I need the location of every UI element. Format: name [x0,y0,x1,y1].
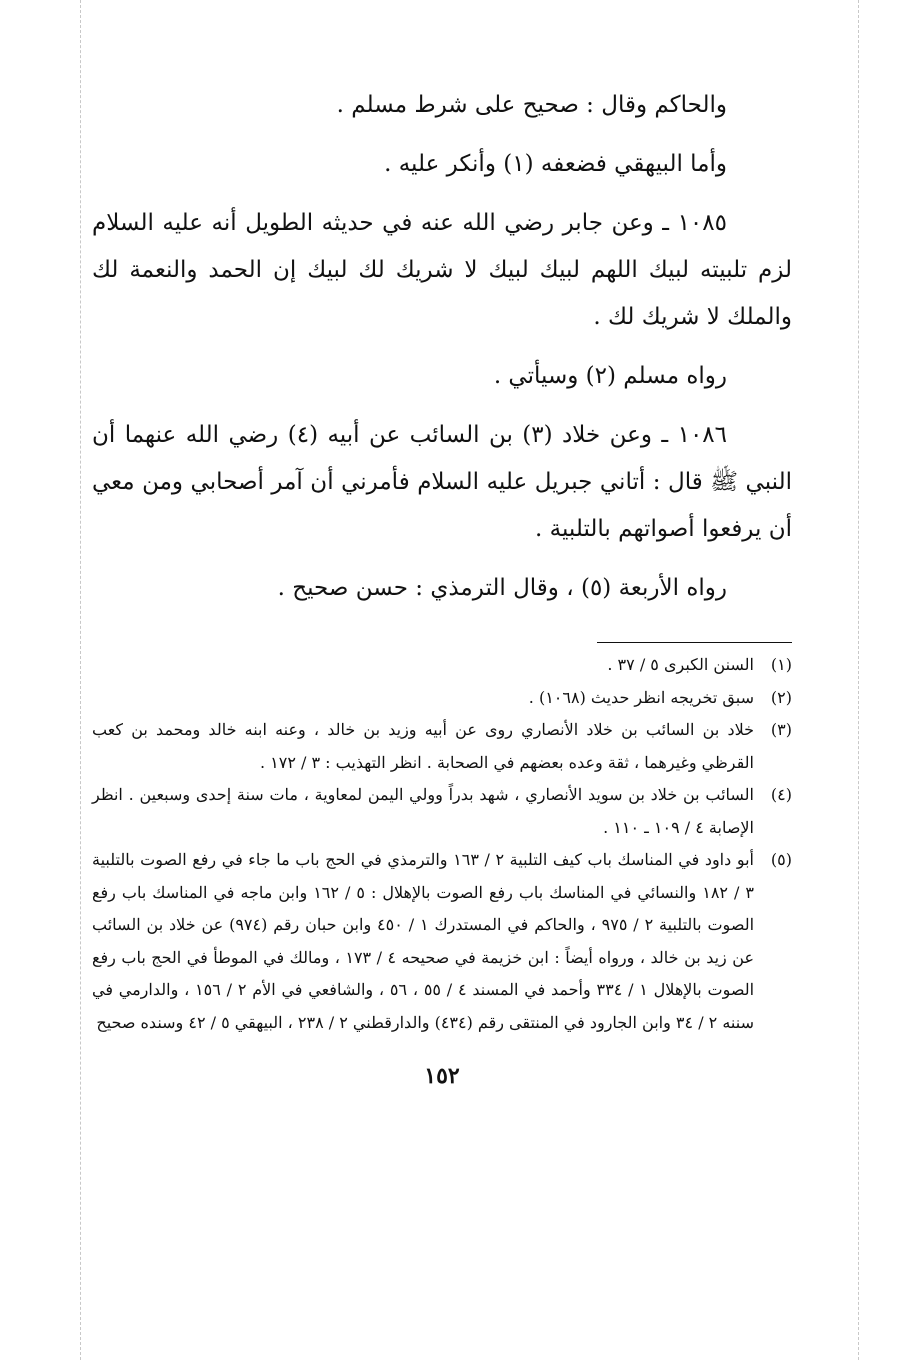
scan-edge-right [858,0,859,1360]
footnote-4 [92,779,792,844]
document-page [92,82,792,1089]
main-text [92,82,792,612]
hadith-1085: ١٠٨٥ ـ وعن جابر رضي الله عنه في حديثه الطويل أنه عليه السلام لزم تلبيته لبيك اللهم لبيك لبيك لا شريك لك لبيك إن الحمد والنعمة لك والملك لا شريك لك . [92,210,792,330]
footnote-number: (٢) [770,687,792,707]
footnote-2 [92,682,792,715]
paragraph-1: والحاكم وقال : صحيح على شرط مسلم . [336,92,727,118]
footnote-text: خلاد بن السائب بن خلاد الأنصاري روى عن أبيه وزيد بن خالد ، وعنه ابنه خالد ومحمد بن كعب القرظي وغيرهما ، ثقة وعده بعضهم في الصحابة . انظر التهذيب : ٣ / ١٧٢ . [92,720,754,772]
paragraph-6: رواه الأربعة (٥) ، وقال الترمذي : حسن صحيح . [277,575,727,601]
footnote-1 [92,649,792,682]
footnote-text: السنن الكبرى ٥ / ٣٧ . [607,655,754,674]
paragraph-2: وأما البيهقي فضعفه (١) وأنكر عليه . [384,151,727,177]
footnote-text: السائب بن خلاد بن سويد الأنصاري ، شهد بدراً وولي اليمن لمعاوية ، مات سنة إحدى وسبعين . انظر الإصابة ٤ / ١٠٩ ـ ١١٠ . [92,785,754,837]
footnotes [92,649,792,1039]
page-number: ١٥٢ [424,1063,460,1089]
footnote-number: (٤) [770,785,792,804]
footnote-text: سبق تخريجه انظر حديث (١٠٦٨) . [528,687,754,707]
paragraph-4: رواه مسلم (٢) وسيأتي . [493,363,727,389]
footnote-5 [92,844,792,1039]
footnote-number: (١) [770,655,792,674]
footnote-number: (٥) [770,850,792,869]
scan-edge-left [80,0,81,1360]
footnote-text: أبو داود في المناسك باب كيف التلبية ٢ / ١٦٣ والترمذي في الحج باب ما جاء في رفع الصوت بالتلبية ٣ / ١٨٢ والنسائي في المناسك باب رفع الصوت بالإهلال : ٥ / ١٦٢ وابن ماجه في المناسك باب رفع الصوت بالتلبية ٢ / ٩٧٥ ، والحاكم في المستدرك ١ / ٤٥٠ وابن حبان رقم (٩٧٤) عن خلاد بن السائب عن زيد بن خالد ، ورواه أيضاً : ابن خزيمة في صحيحه ٤ / ١٧٣ ، ومالك في الموطأ في الحج باب رفع الصوت بالإهلال ١ / ٣٣٤ وأحمد في المسند ٤ / ٥٥ ، ٥٦ ، والشافعي في الأم ٢ / ١٥٦ ، والدارمي في سننه ٢ / ٣٤ وابن الجارود في المنتقى رقم (٤٣٤) والدارقطني ٢ / ٢٣٨ ، البيهقي ٥ / ٤٢ وسنده صحيح [92,850,755,1032]
footnote-number: (٣) [770,720,792,739]
footnote-separator [597,642,792,643]
hadith-1086: ١٠٨٦ ـ وعن خلاد (٣) بن السائب عن أبيه (٤) رضي الله عنهما أن النبي ﷺ قال : أتاني جبريل عليه السلام فأمرني أن آمر أصحابي ومن معي أن يرفعوا أصواتهم بالتلبية . [92,422,792,542]
footnote-3 [92,714,792,779]
